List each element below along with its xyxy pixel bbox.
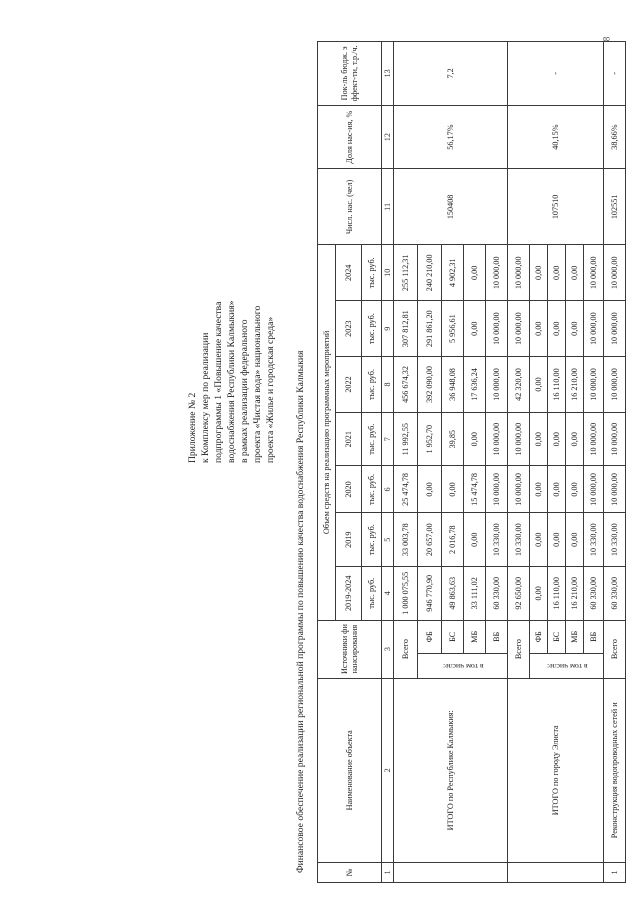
table-row — [604, 42, 626, 883]
value-cell: 11 992,55 — [394, 412, 418, 466]
value-cell: 92 650,00 — [508, 566, 530, 620]
value-cell: 36 948,08 — [442, 357, 464, 413]
header-year: 2023 — [336, 301, 362, 357]
value-cell: 16 210,00 — [566, 566, 584, 620]
value-cell: 33 003,78 — [394, 513, 418, 567]
value-cell: 456 674,32 — [394, 357, 418, 413]
efficiency-value: 7,2 — [394, 42, 508, 106]
population-value: 102551 — [604, 169, 626, 245]
header-num: № — [318, 862, 382, 882]
table-row — [394, 42, 418, 883]
value-cell: 0,00 — [548, 466, 566, 513]
value-cell: 255 112,31 — [394, 245, 418, 301]
incl-label-cell — [418, 654, 508, 679]
value-cell: 0,00 — [530, 466, 548, 513]
incl-label: в том числе: — [546, 662, 588, 672]
column-number: 10 — [382, 245, 394, 301]
value-cell: 0,00 — [530, 566, 548, 620]
share-value: 40,15% — [508, 105, 604, 169]
header-unit: тыс. руб. — [362, 466, 382, 513]
value-cell: 10 000,00 — [604, 357, 626, 413]
value-cell: 10 330,00 — [604, 513, 626, 567]
value-cell: 60 330,00 — [486, 566, 508, 620]
object-name: ИТОГО по городу Элиста — [508, 678, 604, 862]
value-cell: 4 902,31 — [442, 245, 464, 301]
incl-label-cell — [530, 654, 604, 679]
row-number — [508, 862, 604, 882]
object-name: Реконструкция водопроводных сетей и — [604, 678, 626, 862]
header-unit: тыс. руб. — [362, 513, 382, 567]
value-cell: 10 000,00 — [584, 245, 604, 301]
value-cell: 0,00 — [530, 357, 548, 413]
finance-table — [317, 41, 626, 883]
column-number: 7 — [382, 412, 394, 466]
column-number: 2 — [382, 678, 394, 862]
source-label: ВБ — [584, 620, 604, 654]
value-cell: 0,00 — [548, 412, 566, 466]
value-cell: 10 000,00 — [486, 466, 508, 513]
annex-line: к Комплексу мер по реализации — [199, 332, 211, 463]
header-population: Числ. нас. (чел) — [318, 169, 382, 245]
header-efficiency: Пок-ль бюдж. эффект-ти, т.р./ч. — [318, 42, 382, 106]
header-period: 2019-2024 — [336, 566, 362, 620]
value-cell: 1 952,70 — [418, 412, 442, 466]
value-cell: 20 657,00 — [418, 513, 442, 567]
population-value: 150408 — [394, 169, 508, 245]
value-cell: 0,00 — [566, 466, 584, 513]
source-label: БС — [442, 620, 464, 654]
source-label: ВБ — [486, 620, 508, 654]
value-cell: 0,00 — [530, 301, 548, 357]
value-cell: 0,00 — [566, 301, 584, 357]
value-cell: 0,00 — [418, 466, 442, 513]
column-number: 6 — [382, 466, 394, 513]
value-cell: 10 330,00 — [486, 513, 508, 567]
column-number: 8 — [382, 357, 394, 413]
value-cell: 10 000,00 — [604, 412, 626, 466]
value-cell: 60 330,00 — [584, 566, 604, 620]
value-cell: 10 000,00 — [604, 245, 626, 301]
value-cell: 16 110,00 — [548, 357, 566, 413]
incl-label: в том числе: — [442, 662, 484, 672]
annex-block — [187, 163, 278, 463]
value-cell: 0,00 — [548, 301, 566, 357]
annex-line: подпрограммы 1 «Повышение качества — [212, 301, 224, 463]
header-unit: тыс. руб. — [362, 245, 382, 301]
value-cell: 2 016,78 — [442, 513, 464, 567]
table-caption: Финансовое обеспечение реализации региональной программы по повышению качества водоснабжения Республики Калмыкия — [295, 350, 306, 873]
column-number: 11 — [382, 169, 394, 245]
header-year: 2022 — [336, 357, 362, 413]
table-row — [508, 42, 530, 883]
source-label: ФБ — [530, 620, 548, 654]
value-cell: 49 863,63 — [442, 566, 464, 620]
header-share: Доля нас-ия, % — [318, 105, 382, 169]
value-cell: 39,85 — [442, 412, 464, 466]
value-cell: 10 000,00 — [486, 301, 508, 357]
value-cell: 307 812,81 — [394, 301, 418, 357]
value-cell: 10 000,00 — [584, 301, 604, 357]
source-label: Всего — [394, 620, 418, 678]
value-cell: 60 330,00 — [604, 566, 626, 620]
value-cell: 0,00 — [548, 245, 566, 301]
annex-line: проекта «Чистая вода» национального — [251, 305, 263, 463]
value-cell: 10 000,00 — [604, 466, 626, 513]
column-number: 5 — [382, 513, 394, 567]
annex-line: проекта «Жилье и городская среда» — [264, 316, 276, 463]
column-number: 13 — [382, 42, 394, 106]
share-value: 38,66% — [604, 105, 626, 169]
value-cell: 10 000,00 — [486, 245, 508, 301]
header-year: 2020 — [336, 466, 362, 513]
value-cell: 0,00 — [530, 245, 548, 301]
value-cell: 0,00 — [530, 412, 548, 466]
source-label: Всего — [508, 620, 530, 678]
value-cell: 16 210,00 — [566, 357, 584, 413]
value-cell: 291 861,20 — [418, 301, 442, 357]
value-cell: 42 320,00 — [508, 357, 530, 413]
value-cell: 10 000,00 — [508, 412, 530, 466]
source-label: МБ — [566, 620, 584, 654]
value-cell: 0,00 — [464, 513, 486, 567]
annex-line: водоснабжения Республики Калмыкия» — [225, 300, 237, 463]
value-cell: 10 000,00 — [584, 466, 604, 513]
value-cell: 10 000,00 — [486, 412, 508, 466]
object-name: ИТОГО по Республике Калмыкия: — [394, 678, 508, 862]
value-cell: 10 000,00 — [508, 301, 530, 357]
value-cell: 10 000,00 — [486, 357, 508, 413]
value-cell: 15 474,78 — [464, 466, 486, 513]
value-cell: 0,00 — [548, 513, 566, 567]
efficiency-value: - — [508, 42, 604, 106]
value-cell: 33 111,02 — [464, 566, 486, 620]
column-number: 3 — [382, 620, 394, 678]
share-value: 56,17% — [394, 105, 508, 169]
header-year: 2019 — [336, 513, 362, 567]
annex-line: Приложение № 2 — [187, 392, 198, 463]
value-cell: 10 330,00 — [584, 513, 604, 567]
value-cell: 10 000,00 — [584, 357, 604, 413]
source-label: МБ — [464, 620, 486, 654]
value-cell: 17 636,24 — [464, 357, 486, 413]
source-label: БС — [548, 620, 566, 654]
column-number: 4 — [382, 566, 394, 620]
value-cell: 10 330,00 — [508, 513, 530, 567]
rotated-page-content — [187, 23, 637, 883]
value-cell: 0,00 — [464, 412, 486, 466]
value-cell: 16 110,00 — [548, 566, 566, 620]
value-cell: 10 000,00 — [584, 412, 604, 466]
value-cell: 10 000,00 — [508, 466, 530, 513]
value-cell: 10 000,00 — [508, 245, 530, 301]
header-unit: тыс. руб. — [362, 357, 382, 413]
value-cell: 240 210,00 — [418, 245, 442, 301]
value-cell: 946 770,90 — [418, 566, 442, 620]
value-cell: 0,00 — [566, 513, 584, 567]
value-cell: 0,00 — [464, 245, 486, 301]
population-value: 107510 — [508, 169, 604, 245]
value-cell: 0,00 — [442, 466, 464, 513]
column-number: 9 — [382, 301, 394, 357]
header-sources: Источники финансирования — [318, 620, 382, 678]
value-cell: 0,00 — [464, 301, 486, 357]
header-volume-group: Объем средств на реализацию программных мероприятий — [318, 245, 336, 620]
header-object-name: Наименование объекта — [318, 678, 382, 862]
value-cell: 0,00 — [566, 245, 584, 301]
source-label: Всего — [604, 620, 626, 678]
value-cell: 0,00 — [566, 412, 584, 466]
column-number: 12 — [382, 105, 394, 169]
header-year: 2024 — [336, 245, 362, 301]
header-unit: тыс. руб. — [362, 566, 382, 620]
header-year: 2021 — [336, 412, 362, 466]
value-cell: 10 000,00 — [604, 301, 626, 357]
value-cell: 25 474,78 — [394, 466, 418, 513]
header-unit: тыс. руб. — [362, 301, 382, 357]
value-cell: 1 000 075,55 — [394, 566, 418, 620]
row-number — [394, 862, 508, 882]
efficiency-value: - — [604, 42, 626, 106]
row-number: 1 — [604, 862, 626, 882]
value-cell: 5 956,61 — [442, 301, 464, 357]
source-label: ФБ — [418, 620, 442, 654]
page-number: 8 — [600, 36, 611, 42]
annex-line: в рамках реализации федерального — [238, 319, 250, 463]
header-unit: тыс. руб. — [362, 412, 382, 466]
value-cell: 0,00 — [530, 513, 548, 567]
column-number: 1 — [382, 862, 394, 882]
value-cell: 392 090,00 — [418, 357, 442, 413]
